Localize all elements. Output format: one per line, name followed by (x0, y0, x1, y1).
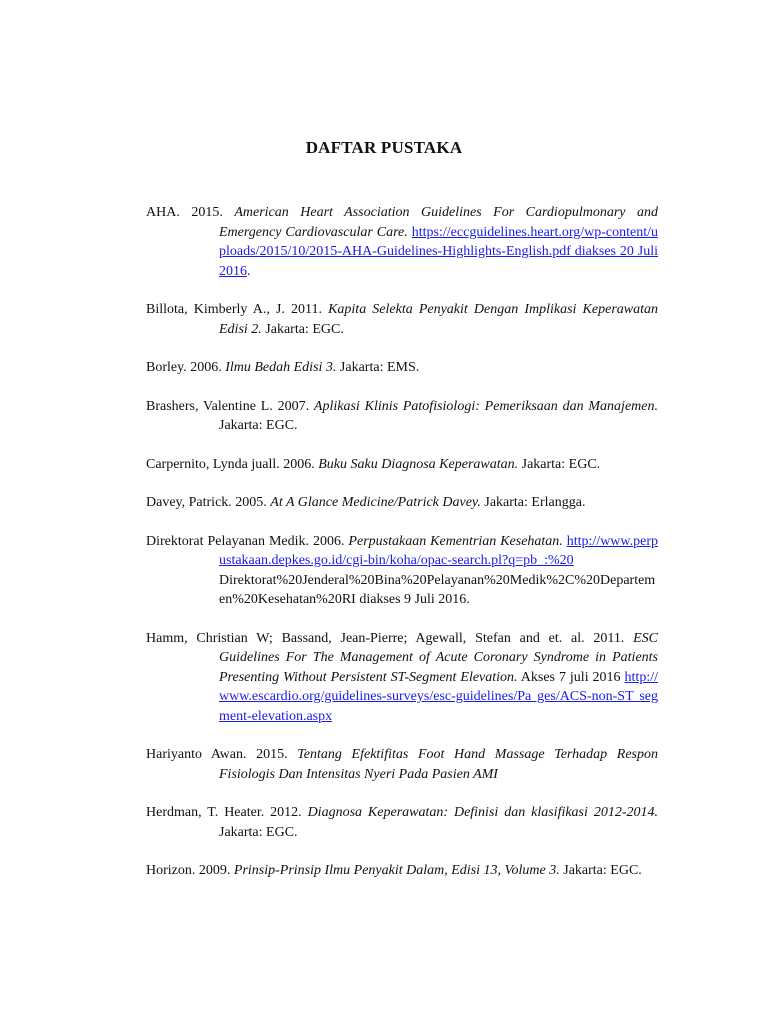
reference-title: Kapita Selekta Penyakit Dengan Implikasi Keperawatan Edisi 2. (219, 302, 658, 337)
reference-link[interactable]: http://www.perpustakaan.depkes.go.id/cgi-bin/koha/opac-search.pl?q=pb_:%20 (219, 533, 658, 568)
reference-tail: Direktorat%20Jenderal%20Bina%20Pelayanan%20Medik%2C%20Departemen%20Kesehatan%20RI diakses 9 Juli 2016. (219, 572, 656, 607)
reference-title: Prinsip-Prinsip Ilmu Penyakit Dalam, Edisi 13, Volume 3. (233, 863, 560, 878)
reference-entry (146, 629, 658, 727)
reference-link[interactable]: http://www.escardio.org/guidelines-surveys/esc-guidelines/Pa ges/ACS-non-ST segment-elevation.aspx (219, 669, 658, 724)
reference-entry (146, 358, 658, 378)
reference-mid: Akses 7 juli 2016 (517, 669, 625, 685)
reference-tail: . (247, 263, 251, 279)
reference-entry (146, 493, 658, 513)
reference-mid: Jakarta: EGC. (261, 321, 344, 337)
reference-mid: Jakarta: Erlangga. (480, 495, 586, 510)
reference-title: Aplikasi Klinis Patofisiologi: Pemeriksaan dan Manajemen. (313, 398, 658, 414)
reference-title: Tentang Efektifitas Foot Hand Massage Terhadap Respon Fisiologis Dan Intensitas Nyeri Pada Pasien AMI (219, 747, 658, 782)
reference-lead: Carpernito, Lynda juall. 2006. (146, 456, 319, 472)
reference-lead: Borley. 2006. (146, 360, 226, 375)
reference-entry (146, 803, 658, 842)
reference-title: At A Glance Medicine/Patrick Davey. (270, 495, 481, 510)
reference-entry (146, 203, 658, 281)
reference-lead: Herdman, T. Heater. 2012. (146, 805, 308, 820)
reference-mid: Jakarta: EGC. (219, 824, 298, 840)
reference-title: American Heart Association Guidelines For Cardiopulmonary and Emergency Cardiovascular Care. (219, 205, 658, 240)
reference-entry (146, 745, 658, 784)
reference-lead: AHA. 2015. (146, 205, 235, 220)
reference-mid: Jakarta: EGC. (219, 418, 298, 433)
reference-entry (146, 861, 658, 881)
reference-title: Ilmu Bedah Edisi 3. (225, 360, 337, 375)
reference-lead: Hamm, Christian W; Bassand, Jean-Pierre; Agewall, Stefan and et. al. 2011. (146, 630, 634, 646)
reference-lead: Brashers, Valentine L. 2007. (146, 398, 314, 414)
reference-lead: Horizon. 2009. (146, 863, 234, 878)
reference-entry (146, 397, 658, 436)
reference-link[interactable]: https://eccguidelines.heart.org/wp-content/uploads/2015/10/2015-AHA-Guidelines-Highlights-English.pdf diakses 20 Juli 2016 (219, 224, 659, 279)
reference-lead: Direktorat Pelayanan Medik. 2006. (146, 533, 349, 549)
reference-entry (146, 455, 658, 475)
reference-entry (146, 300, 658, 339)
reference-lead: Davey, Patrick. 2005. (146, 495, 271, 510)
reference-title: Perpustakaan Kementrian Kesehatan. (348, 533, 563, 549)
page-title: DAFTAR PUSTAKA (305, 138, 463, 157)
reference-mid: Jakarta: EGC. (518, 456, 601, 472)
reference-title: Buku Saku Diagnosa Keperawatan. (318, 456, 519, 472)
reference-lead: Billota, Kimberly A., J. 2011. (146, 302, 329, 317)
reference-title: ESC Guidelines For The Management of Acute Coronary Syndrome in Patients Presenting Without Persistent ST-Segment Elevation. (219, 630, 658, 685)
reference-lead: Hariyanto Awan. 2015. (146, 747, 298, 762)
reference-list (146, 203, 658, 900)
reference-title: Diagnosa Keperawatan: Definisi dan klasifikasi 2012-2014. (307, 805, 658, 820)
reference-entry (146, 532, 658, 610)
reference-mid: Jakarta: EMS. (336, 360, 420, 375)
reference-mid: Jakarta: EGC. (559, 863, 642, 878)
